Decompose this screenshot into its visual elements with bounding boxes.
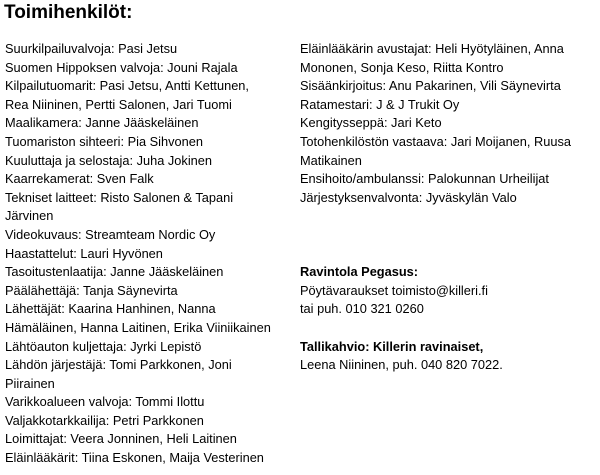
restaurant-section xyxy=(300,263,594,319)
staff-line: Tuomariston sihteeri: Pia Sihvonen xyxy=(5,133,203,149)
staff-line: Kaarrekamerat: Sven Falk xyxy=(5,171,154,187)
staff-line: Eläinlääkärin avustajat: Heli Hyötyläinen, Anna xyxy=(300,41,564,56)
staff-line: Suomen Hippoksen valvoja: Jouni Rajala xyxy=(5,59,238,75)
staff-line: Ratamestari: J & J Trukit Oy xyxy=(300,96,460,112)
staff-line: Hämäläinen, Hanna Laitinen, Erika Viiniikainen xyxy=(5,319,271,335)
staff-line: Kilpailutuomarit: Pasi Jetsu, Antti Kettunen, xyxy=(5,78,249,94)
staff-line: Sisäänkirjoitus: Anu Pakarinen, Vili Säynevirta xyxy=(300,78,561,94)
staff-line: Videokuvaus: Streamteam Nordic Oy xyxy=(5,226,216,242)
section-spacer xyxy=(300,226,594,245)
staff-line: Totohenkilöstön vastaava: Jari Moijanen, Ruusa xyxy=(300,133,572,149)
staff-line: Matikainen xyxy=(300,152,362,168)
staff-line: Kengitysseppä: Jari Keto xyxy=(300,115,442,131)
staff-line: Rea Niininen, Pertti Salonen, Jari Tuomi xyxy=(5,96,232,112)
cafe-heading: Tallikahvio: Killerin ravinaiset, xyxy=(300,338,484,354)
staff-line: Haastattelut: Lauri Hyvönen xyxy=(5,245,163,261)
staff-list-right xyxy=(300,40,594,375)
staff-line: Tekniset laitteet: Risto Salonen & Tapani xyxy=(5,189,234,205)
staff-line: Piirainen xyxy=(5,375,55,391)
staff-line: Valjakkotarkkailija: Petri Parkkonen xyxy=(5,412,204,428)
staff-line: Eläinlääkärit: Tiina Eskonen, Maija Vesterinen xyxy=(5,450,264,466)
section-spacer xyxy=(300,319,594,338)
staff-line: Järvinen xyxy=(5,208,54,224)
page-title: Toimihenkilöt: xyxy=(4,2,133,23)
staff-line: Päälähettäjä: Tanja Säynevirta xyxy=(5,282,178,298)
staff-line: Varikkoalueen valvoja: Tommi Ilottu xyxy=(5,394,205,410)
restaurant-booking: Pöytävaraukset toimisto@killeri.fi xyxy=(300,282,488,298)
section-spacer xyxy=(300,207,594,226)
restaurant-heading: Ravintola Pegasus: xyxy=(300,264,419,280)
staff-line: Maalikamera: Janne Jääskeläinen xyxy=(5,115,199,131)
staff-list-left xyxy=(5,40,287,468)
staff-line: Loimittajat: Veera Jonninen, Heli Laitinen xyxy=(5,431,237,447)
restaurant-phone: tai puh. 010 321 0260 xyxy=(300,301,424,317)
cafe-contact: Leena Niininen, puh. 040 820 7022. xyxy=(300,357,503,373)
staff-line: Ensihoito/ambulanssi: Palokunnan Urheilijat xyxy=(300,171,549,187)
staff-line: Lähettäjät: Kaarina Hanhinen, Nanna xyxy=(5,301,216,317)
section-spacer xyxy=(300,245,594,264)
staff-line: Lähtöauton kuljettaja: Jyrki Lepistö xyxy=(5,338,202,354)
cafe-section xyxy=(300,338,594,375)
staff-line: Lähdön järjestäjä: Tomi Parkkonen, Joni xyxy=(5,357,232,373)
staff-line: Mononen, Sonja Keso, Riitta Kontro xyxy=(300,59,504,75)
staff-line: Tasoitustenlaatija: Janne Jääskeläinen xyxy=(5,264,224,280)
staff-line: Kuuluttaja ja selostaja: Juha Jokinen xyxy=(5,152,213,168)
staff-line: Järjestyksenvalvonta: Jyväskylän Valo xyxy=(300,189,517,205)
staff-line: Suurkilpailuvalvoja: Pasi Jetsu xyxy=(5,41,178,56)
